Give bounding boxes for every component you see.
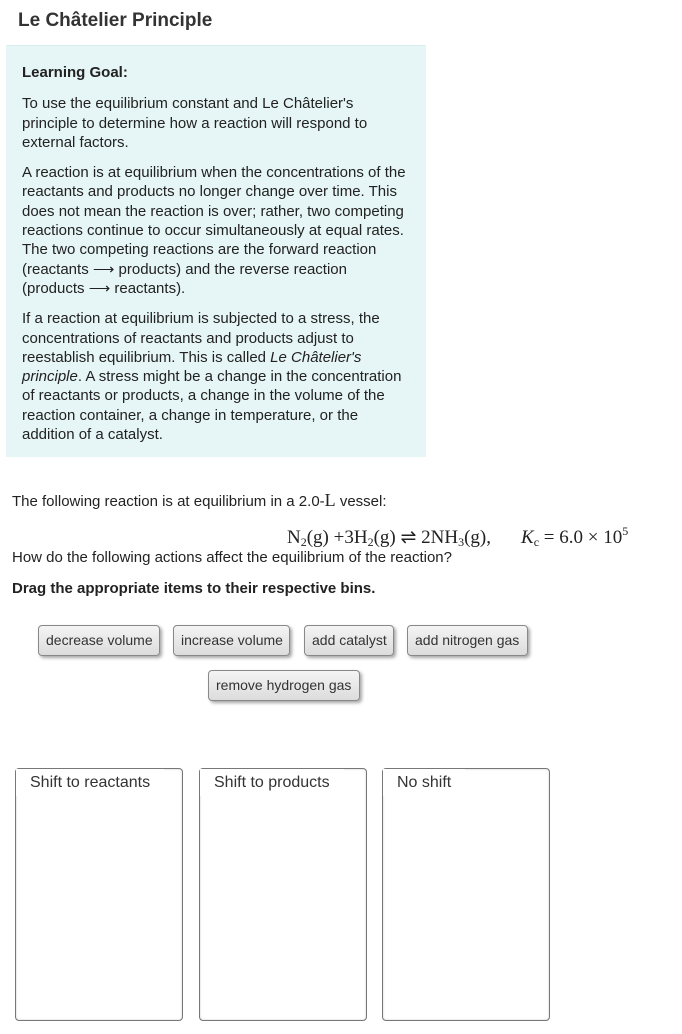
- bin-shift-to-products[interactable]: [199, 768, 367, 1021]
- principle-term: Le Châtelier's principle: [22, 348, 362, 386]
- learning-goal-heading: Learning Goal:: [22, 64, 128, 81]
- reaction-intro: [12, 490, 387, 511]
- bin-label: Shift to reactants: [16, 769, 164, 796]
- drag-item-add-catalyst[interactable]: add catalyst: [304, 625, 394, 656]
- learning-goal-box: [6, 45, 426, 457]
- drag-item-increase-volume[interactable]: increase volume: [173, 625, 290, 656]
- volume-unit: L: [324, 490, 336, 510]
- k-sub: c: [533, 535, 540, 549]
- bin-shift-to-reactants[interactable]: [15, 768, 183, 1021]
- k-exponent: 5: [622, 524, 629, 538]
- eq-nh3: (g) ⇌ 2NH: [373, 527, 459, 548]
- eq-n2-sub: 2: [300, 535, 307, 549]
- bin-label: No shift: [383, 769, 465, 796]
- equilibrium-constant: [521, 524, 629, 549]
- learning-goal-paragraph-3: [22, 309, 410, 444]
- page-title: Le Châtelier Principle: [18, 10, 213, 31]
- eq-h2: (g) +3H: [306, 527, 368, 548]
- question-text: How do the following actions affect the equilibrium of the reaction?: [12, 549, 452, 566]
- learning-goal-paragraph-2: A reaction is at equilibrium when the concentrations of the reactants and products no longer change over time. This does not mean the reaction is over; rather, two competing reactions continue to occur simultaneously at equal rates. The two competing reactions are the forward reaction (reactants ⟶ products) and the reverse reaction (products ⟶ reactants).: [22, 164, 406, 297]
- k-value: = 6.0 × 10: [539, 527, 623, 548]
- reaction-equation: [287, 524, 628, 550]
- eq-n2: N: [287, 527, 301, 548]
- drag-item-decrease-volume[interactable]: decrease volume: [38, 625, 160, 656]
- eq-h2-sub: 2: [367, 535, 374, 549]
- intro-text-a: The following reaction is at equilibrium in a 2.0-: [12, 493, 325, 510]
- eq-nh3-sub: 3: [458, 535, 465, 549]
- bin-no-shift[interactable]: [382, 768, 550, 1021]
- drag-item-remove-hydrogen-gas[interactable]: remove hydrogen gas: [208, 670, 360, 701]
- k-symbol: K: [521, 527, 534, 548]
- intro-text-b: vessel:: [335, 493, 387, 510]
- instruction-text: Drag the appropriate items to their respective bins.: [12, 580, 376, 597]
- paragraph-3-text-a: If a reaction at equilibrium is subjected to a stress, the concentrations of reactants and products adjust to reestablish equilibrium. This is called: [22, 310, 380, 366]
- paragraph-3-text-b: . A stress might be a change in the concentration of reactants or products, a change in the volume of the reaction container, a change in temperature, or the addition of a catalyst.: [22, 368, 402, 444]
- learning-goal-paragraph-1: To use the equilibrium constant and Le Châtelier's principle to determine how a reaction will respond to external factors.: [22, 95, 368, 151]
- eq-nh3-state: (g),: [464, 527, 492, 548]
- drag-item-add-nitrogen-gas[interactable]: add nitrogen gas: [407, 625, 528, 656]
- bin-label: Shift to products: [200, 769, 344, 796]
